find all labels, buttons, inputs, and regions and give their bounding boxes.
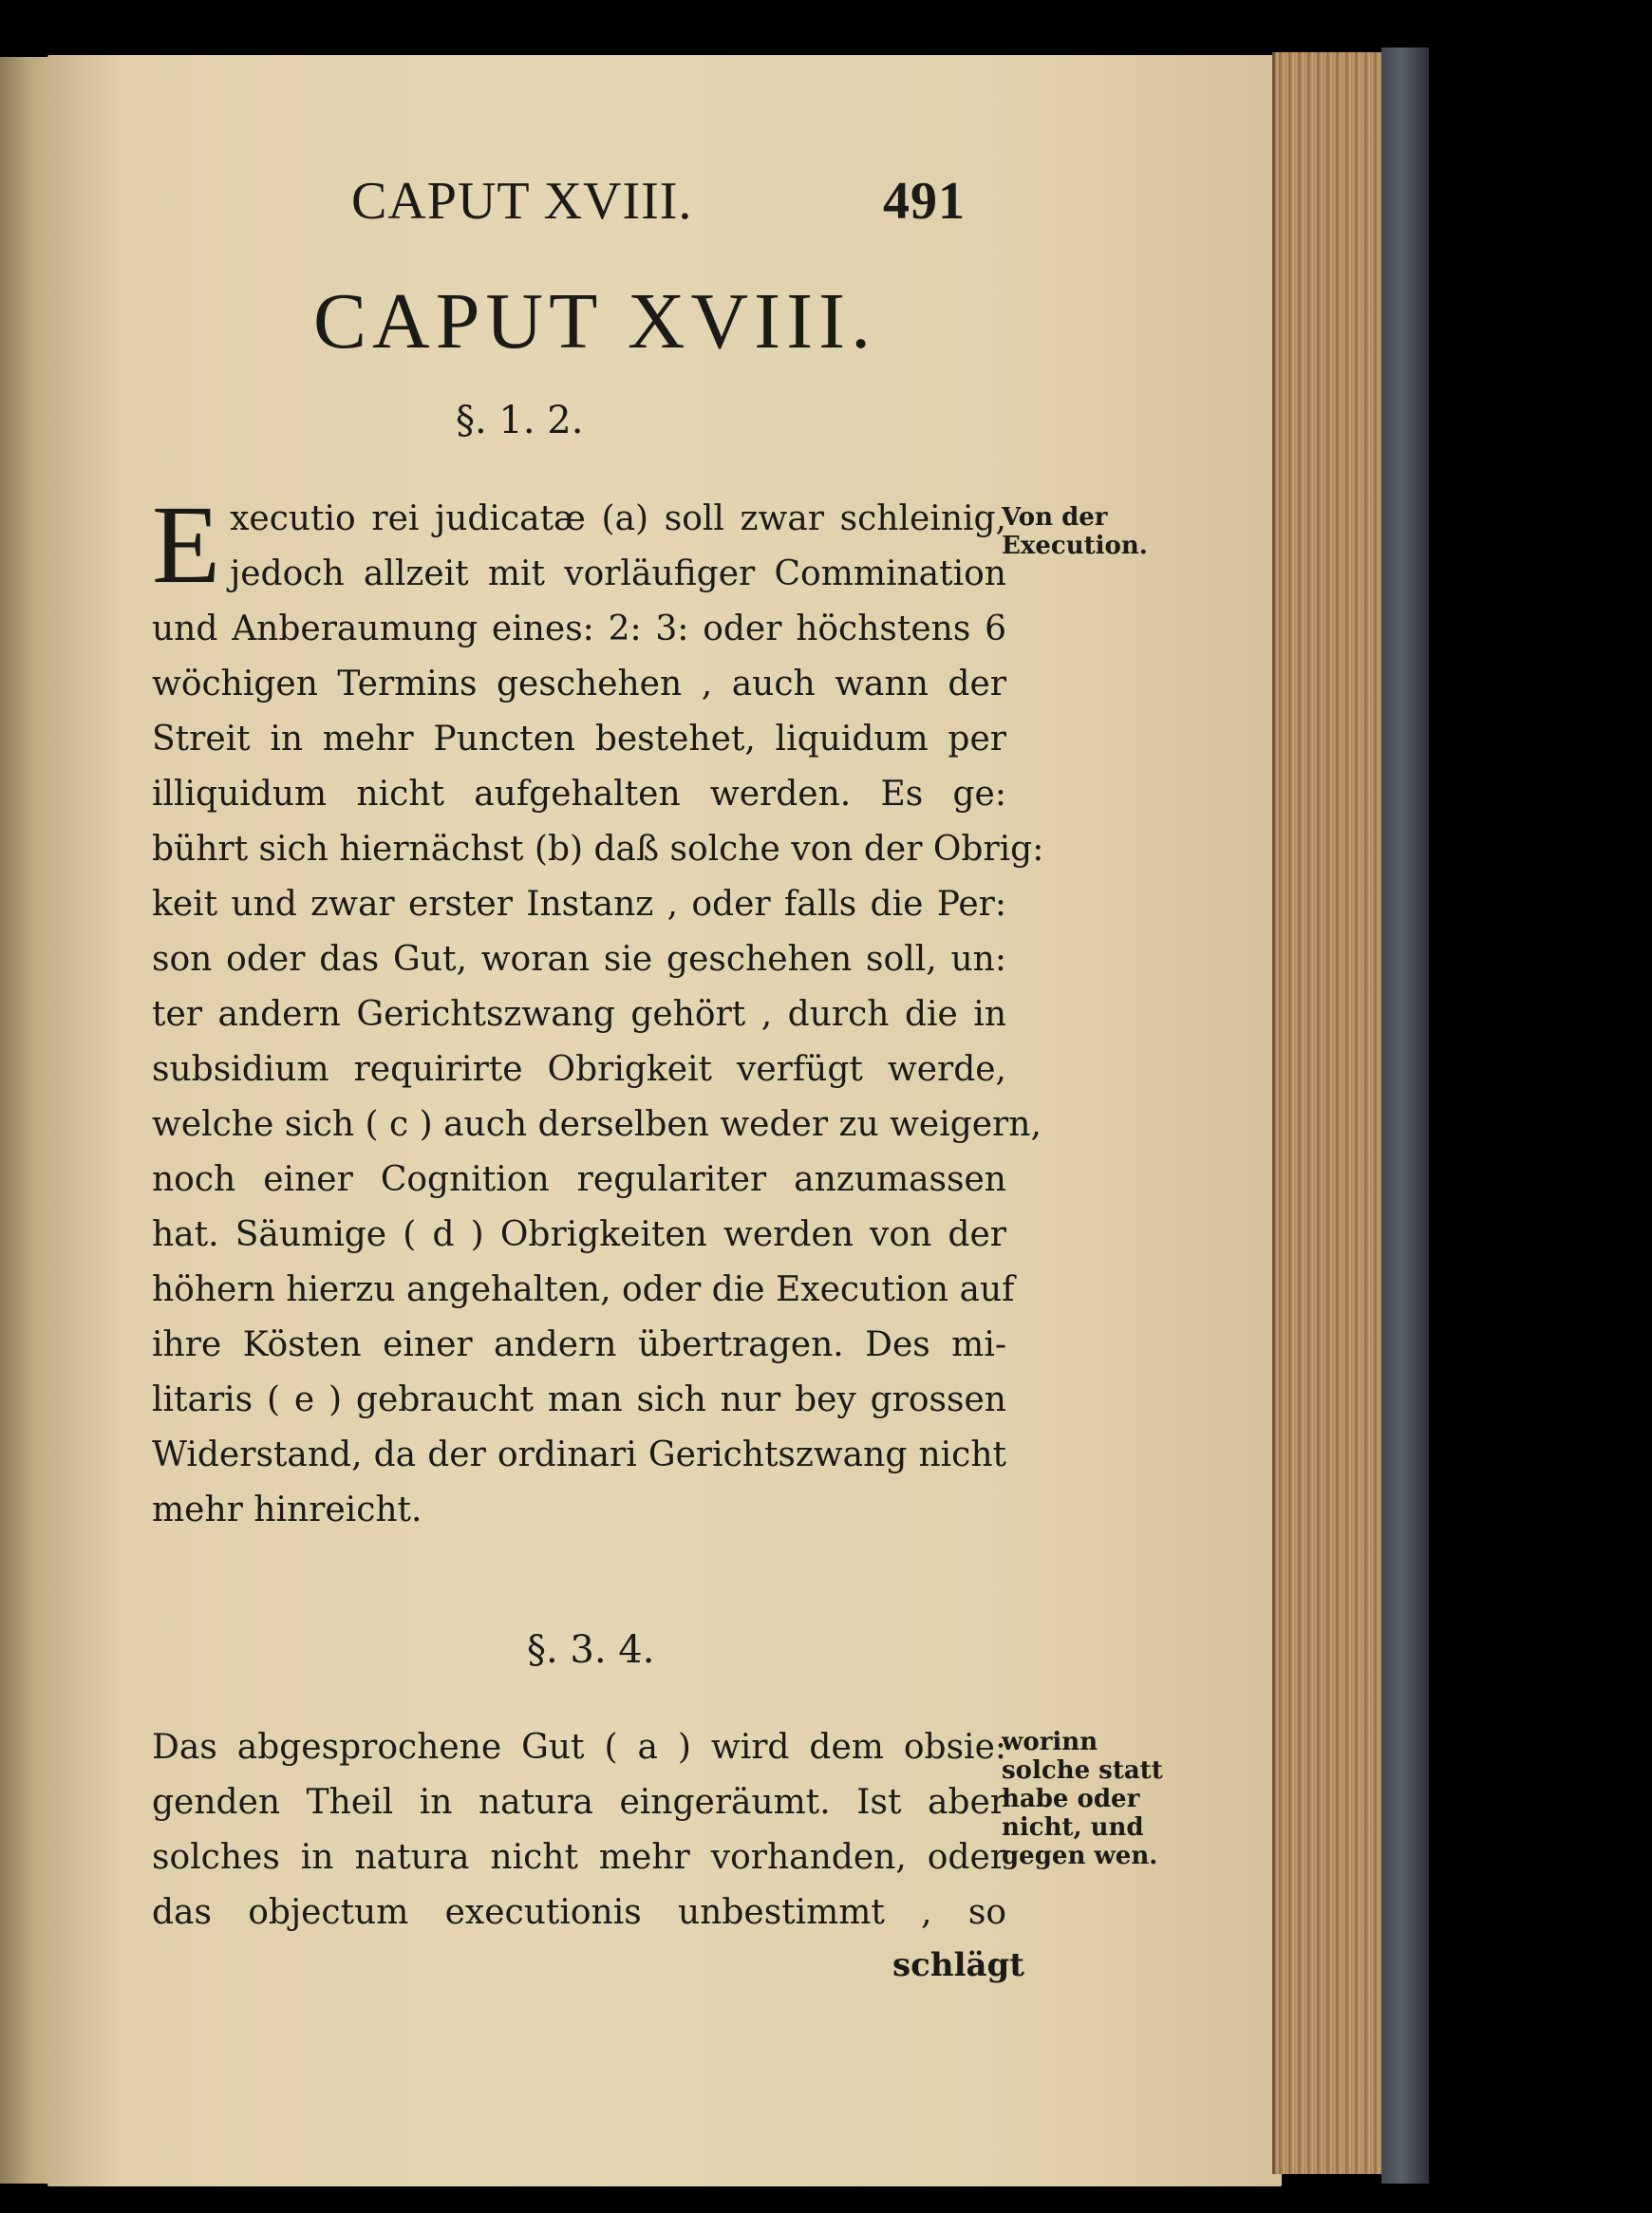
text-line: Das abgesprochene Gut ( a ) wird dem obsie: (152, 1728, 1006, 1767)
text-line: son oder das Gut, woran sie geschehen soll, un: (152, 940, 1006, 979)
text-line: höhern hierzu angehalten, oder die Execution auf (152, 1270, 1015, 1309)
text-line: das objectum executionis unbestimmt , so (152, 1893, 1006, 1932)
chapter-title: CAPUT XVIII. (313, 277, 877, 366)
text-line: wöchigen Termins geschehen , auch wann der (152, 665, 1006, 703)
text-line: und Anberaumung eines: 2: 3: oder höchstens 6 (152, 610, 1006, 648)
text-line: noch einer Cognition regulariter anzumassen (152, 1160, 1006, 1199)
margin-note-2 (1002, 1728, 1163, 1870)
text-line: illiquidum nicht aufgehalten werden. Es ge: (152, 775, 1006, 814)
text-line: jedoch allzeit mit vorläufiger Commination (230, 554, 1006, 593)
text-line: solches in natura nicht mehr vorhanden, oder (152, 1838, 1006, 1877)
text-line: xecutio rei judicatæ (a) soll zwar schleinig, (230, 499, 1006, 538)
drop-cap: E (152, 482, 221, 607)
page-number: 491 (883, 172, 966, 231)
text-line: hat. Säumige ( d ) Obrigkeiten werden von der (152, 1215, 1006, 1254)
text-line: keit und zwar erster Instanz , oder falls die Per: (152, 885, 1006, 924)
running-head-title: CAPUT XVIII. (351, 172, 693, 231)
margin-note-line: worinn (1002, 1728, 1098, 1756)
margin-note-line: Von der (1002, 503, 1108, 532)
margin-note-1 (1002, 503, 1148, 560)
text-line: mehr hinreicht. (152, 1491, 422, 1529)
text-line: ter andern Gerichtszwang gehört , durch die in (152, 995, 1006, 1034)
section-2-text (152, 1720, 1006, 1941)
page-edges (1272, 52, 1389, 2174)
margin-note-line: gegen wen. (1002, 1842, 1158, 1870)
margin-note-line: Execution. (1002, 532, 1148, 560)
facing-page-edge (0, 57, 49, 2184)
text-line: bührt sich hiernächst (b) daß solche von der Obrig: (152, 830, 1044, 869)
book-cover (1381, 47, 1429, 2184)
text-line: genden Theil in natura eingeräumt. Ist aber (152, 1783, 1006, 1822)
text-line: Streit in mehr Puncten bestehet, liquidum per (152, 720, 1006, 759)
margin-note-line: nicht, und (1002, 1813, 1144, 1842)
text-line: welche sich ( c ) auch derselben weder zu weigern, (152, 1105, 1042, 1144)
text-line: litaris ( e ) gebraucht man sich nur bey grossen (152, 1380, 1006, 1419)
section-heading-1: §. 1. 2. (456, 399, 584, 442)
section-1-text (152, 482, 1044, 1538)
text-line: Widerstand, da der ordinari Gerichtszwang nicht (152, 1435, 1006, 1474)
text-line: subsidium requirirte Obrigkeit verfügt werde, (152, 1050, 1006, 1089)
catchword: schlägt (892, 1946, 1024, 1984)
margin-note-line: solche statt (1002, 1756, 1163, 1785)
text-line: ihre Kösten einer andern übertragen. Des mi- (152, 1325, 1006, 1364)
section-heading-2: §. 3. 4. (527, 1628, 655, 1672)
margin-note-line: habe oder (1002, 1785, 1140, 1813)
